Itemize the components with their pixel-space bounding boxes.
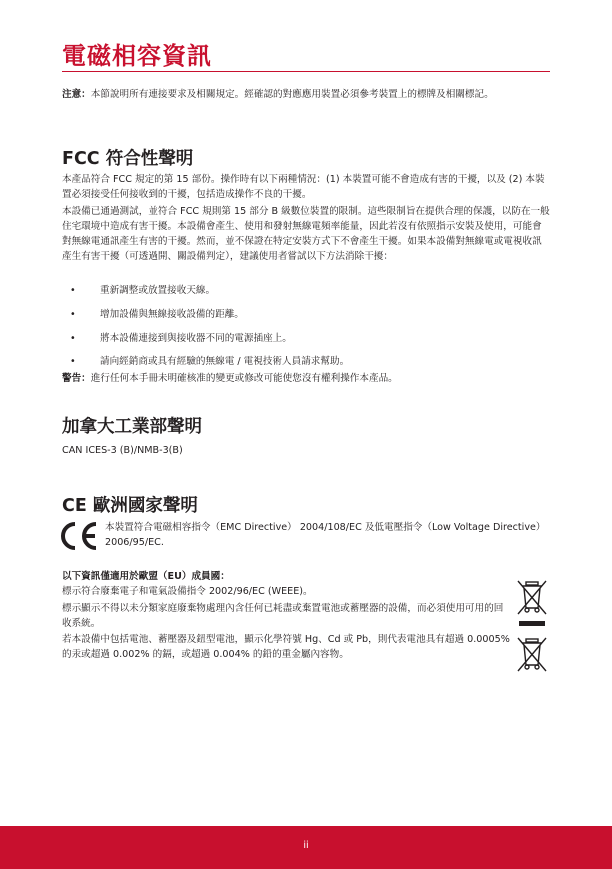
warning-label: 警告： — [62, 373, 91, 384]
title-divider — [62, 71, 550, 72]
list-item-text: 將本設備連接到與接收器不同的電源插座上。 — [100, 333, 292, 344]
weee-bin-icon — [515, 578, 549, 630]
warning-text: 進行任何本手冊未明確核准的變更或修改可能使您沒有權利操作本產品。 — [90, 373, 398, 384]
footer-bar — [0, 826, 612, 869]
notice-paragraph — [62, 87, 550, 102]
notice-label: 注意： — [62, 89, 91, 100]
bullet-icon: • — [70, 333, 76, 344]
eu-text-heavy-metal: 若本設備中包括電池、蓄壓器及鈕型電池，顯示化學符號 Hg、Cd 或 Pb，則代表電池具有超過 0.0005% 的汞或超過 0.002% 的鎘，或超過 0.004% 的鉛的重金屬內容物。 — [62, 634, 510, 660]
fcc-paragraph-2: 本設備已通過測試，並符合 FCC 規則第 15 部分 B 級數位裝置的限制。這些限制旨在提供合理的保護，以防在一般住宅環境中造成有害干擾。本設備會產生、使用和發射無線電頻率能量，因此若沒有依照指示安裝及使用，可能會對無線電通訊產生有害的干擾。然而，並不保證在特定安裝方式下不會產生干擾。如果本設備對無線電或電視收訊產生有害干擾（可透過開、關設備判定），建議使用者嘗試以下方法消除干擾： — [62, 206, 550, 262]
page-number: ii — [303, 840, 309, 851]
canada-heading: 加拿大工業部聲明 — [62, 417, 202, 437]
fcc-heading: FCC 符合性聲明 — [62, 149, 194, 169]
battery-bin-icon — [515, 635, 549, 675]
eu-text-battery: 標示顯示不得以未分類家庭廢棄物處理內含任何已耗盡或棄置電池或蓄壓器的設備，而必須使用可用的回收系統。 — [62, 603, 504, 629]
list-item-text: 增加設備與無線接收設備的距離。 — [100, 309, 244, 320]
warning-paragraph — [62, 371, 550, 386]
bullet-icon: • — [70, 356, 76, 367]
notice-text: 本節說明所有連接要求及相關規定。經確認的對應應用裝置必須參考裝置上的標牌及相關標記。 — [90, 89, 494, 100]
bullet-icon: • — [70, 285, 76, 296]
ce-mark-icon — [60, 521, 100, 551]
eu-text-weee: 標示符合廢棄電子和電氣設備指令 2002/96/EC (WEEE)。 — [62, 586, 313, 597]
ce-heading: CE 歐洲國家聲明 — [62, 496, 198, 516]
ce-text: 本裝置符合電磁相容指令（EMC Directive） 2004/108/EC 及低電壓指令（Low Voltage Directive） 2006/95/EC. — [105, 522, 546, 548]
fcc-paragraph-1: 本產品符合 FCC 規定的第 15 部份。操作時有以下兩種情況：(1) 本裝置可能不會造成有害的干擾，以及 (2) 本裝置必須接受任何接收到的干擾，包括造成操作不良的干擾。 — [62, 174, 545, 200]
bullet-icon: • — [70, 309, 76, 320]
canada-text: CAN ICES-3 (B)/NMB-3(B) — [62, 445, 183, 456]
page-title: 電磁相容資訊 — [62, 42, 212, 70]
list-item-text: 重新調整或放置接收天線。 — [100, 285, 216, 296]
list-item-text: 請向經銷商或具有經驗的無線電 / 電視技術人員請求幫助。 — [100, 356, 350, 367]
eu-heading: 以下資訊僅適用於歐盟（EU）成員國： — [62, 571, 230, 582]
